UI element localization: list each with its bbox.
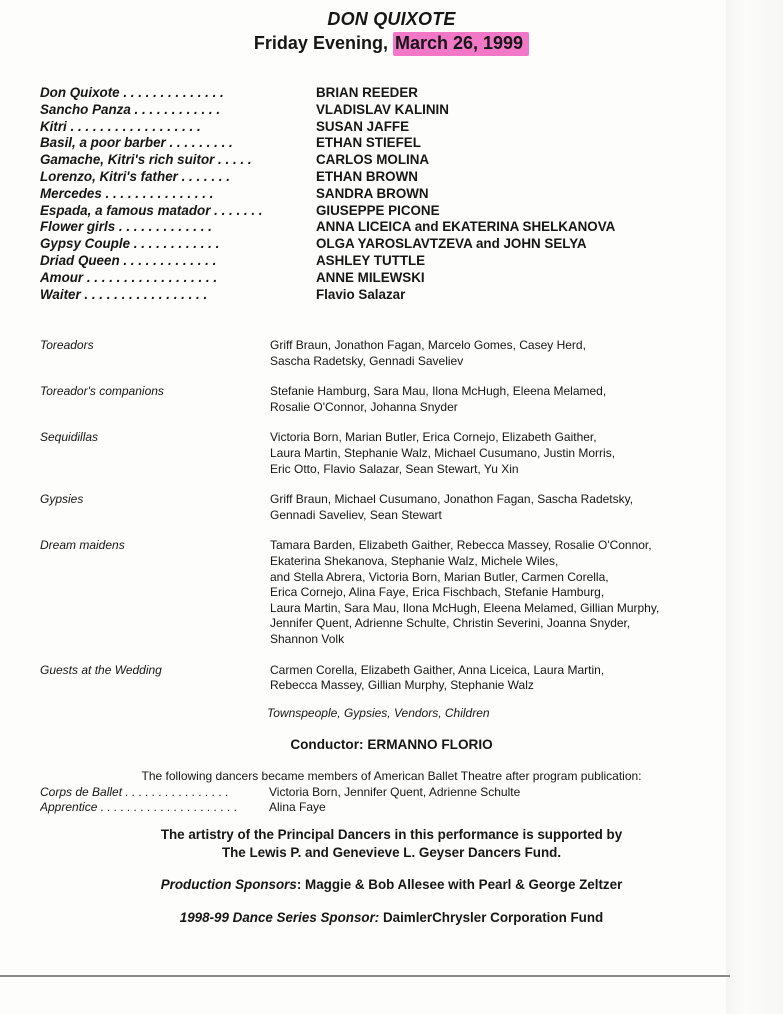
sponsor-text: : Maggie & Bob Allesee with Pearl & George Zeltzer bbox=[296, 877, 623, 892]
performance-date-line bbox=[0, 33, 783, 54]
ensemble-row bbox=[40, 384, 740, 415]
role-name: Don Quixote . . . . . . . . . . . . . . bbox=[40, 85, 224, 100]
member-names: Alina Faye bbox=[269, 800, 326, 814]
after-publication-row bbox=[40, 800, 520, 815]
evening-label: Friday Evening, bbox=[253, 33, 393, 53]
highlighted-date: March 26, 1999 bbox=[393, 32, 529, 56]
dancer-name: OLGA YAROSLAVTZEVA and JOHN SELYA bbox=[316, 236, 587, 252]
ensemble-names bbox=[270, 492, 710, 523]
ensemble-role: Gypsies bbox=[40, 492, 84, 507]
ensemble-role: Dream maidens bbox=[40, 538, 125, 553]
after-publication-list bbox=[40, 785, 520, 815]
dancer-name: ASHLEY TUTTLE bbox=[316, 252, 426, 268]
cast-row bbox=[40, 135, 740, 152]
names-line: Tamara Barden, Elizabeth Gaither, Rebecca Massey, Rosalie O'Connor, bbox=[270, 538, 652, 553]
names-line: Victoria Born, Marian Butler, Erica Cornejo, Elizabeth Gaither, bbox=[270, 430, 597, 445]
ensemble-row bbox=[40, 492, 740, 523]
member-names: Victoria Born, Jennifer Quent, Adrienne Schulte bbox=[269, 785, 521, 799]
support-line: The artistry of the Principal Dancers in this performance is supported by bbox=[160, 827, 623, 842]
role-name: Gamache, Kitri's rich suitor . . . . . bbox=[40, 152, 252, 168]
ensemble-role: Sequidillas bbox=[40, 430, 99, 445]
ensemble-role: Toreador's companions bbox=[40, 384, 164, 399]
cast-row bbox=[40, 119, 740, 136]
names-line: Laura Martin, Stephanie Walz, Michael Cusumano, Justin Morris, bbox=[270, 445, 616, 460]
role-name: Flower girls . . . . . . . . . . . . . bbox=[40, 219, 212, 235]
page-bottom-rule bbox=[0, 975, 730, 977]
names-line: Rosalie O'Connor, Johanna Snyder bbox=[270, 399, 458, 414]
ensemble-row bbox=[40, 430, 740, 477]
after-publication-row bbox=[40, 785, 520, 800]
ensemble-names bbox=[270, 338, 710, 369]
principal-cast-list bbox=[40, 85, 740, 303]
role-name: Gypsy Couple . . . . . . . . . . . . bbox=[40, 236, 220, 252]
ensemble-role: Guests at the Wedding bbox=[40, 662, 162, 677]
dancer-name: BRIAN REEDER bbox=[316, 85, 418, 100]
names-line: and Stella Abrera, Victoria Born, Marian Butler, Carmen Corella, bbox=[270, 569, 609, 584]
after-publication-note: The following dancers became members of American Ballet Theatre after program publication: bbox=[141, 769, 642, 783]
names-line: Erica Cornejo, Alina Faye, Erica Fischbach, Stefanie Hamburg, bbox=[270, 585, 605, 600]
role-name: Espada, a famous matador . . . . . . . bbox=[40, 202, 263, 218]
names-line: Carmen Corella, Elizabeth Gaither, Anna Liceica, Laura Martin, bbox=[270, 662, 605, 677]
cast-row bbox=[40, 219, 740, 236]
sponsor-label: 1998-99 Dance Series Sponsor: bbox=[179, 910, 380, 925]
cast-row bbox=[40, 102, 740, 119]
cast-row bbox=[40, 253, 740, 270]
dancer-name: SANDRA BROWN bbox=[316, 185, 429, 201]
cast-row bbox=[40, 85, 740, 102]
support-line: The Lewis P. and Genevieve L. Geyser Dancers Fund. bbox=[221, 845, 562, 860]
dancer-name: VLADISLAV KALININ bbox=[316, 101, 449, 117]
names-line: Griff Braun, Michael Cusumano, Jonathon Fagan, Sascha Radetsky, bbox=[270, 492, 634, 507]
role-name: Basil, a poor barber . . . . . . . . . bbox=[40, 135, 233, 151]
ensemble-row bbox=[40, 338, 740, 369]
names-line: Eric Otto, Flavio Salazar, Sean Stewart, Yu Xin bbox=[270, 461, 519, 476]
company-rank: Corps de Ballet . . . . . . . . . . . . . . . . bbox=[40, 785, 229, 799]
dancer-name: ETHAN BROWN bbox=[316, 168, 418, 184]
role-name: Sancho Panza . . . . . . . . . . . . bbox=[40, 101, 221, 117]
ensemble-cast-list bbox=[40, 338, 740, 694]
names-line: Jennifer Quent, Adrienne Schulte, Christin Severini, Joanna Snyder, bbox=[270, 616, 631, 631]
role-name: Waiter . . . . . . . . . . . . . . . . . bbox=[40, 286, 208, 302]
cast-row bbox=[40, 152, 740, 169]
ensemble-names bbox=[270, 663, 710, 694]
dancer-name: SUSAN JAFFE bbox=[316, 118, 410, 134]
ensemble-row bbox=[40, 538, 740, 647]
role-name: Lorenzo, Kitri's father . . . . . . . bbox=[40, 168, 230, 184]
cast-row bbox=[40, 169, 740, 186]
names-line: Griff Braun, Jonathon Fagan, Marcelo Gomes, Casey Herd, bbox=[270, 338, 586, 352]
dancer-name: Flavio Salazar bbox=[316, 286, 406, 302]
names-line: Gennadi Saveliev, Sean Stewart bbox=[270, 507, 442, 522]
cast-row bbox=[40, 236, 740, 253]
role-name: Driad Queen . . . . . . . . . . . . . bbox=[40, 252, 217, 268]
ensemble-row bbox=[40, 663, 740, 694]
dancer-name: ANNE MILEWSKI bbox=[316, 269, 425, 285]
conductor-credit: Conductor: ERMANNO FLORIO bbox=[290, 737, 493, 752]
dancer-name: GIUSEPPE PICONE bbox=[316, 202, 440, 218]
series-sponsor bbox=[0, 910, 783, 925]
dancer-name: ETHAN STIEFEL bbox=[316, 135, 421, 151]
ensemble-names bbox=[270, 384, 710, 415]
names-line: Laura Martin, Sara Mau, Ilona McHugh, Eleena Melamed, Gillian Murphy, bbox=[270, 600, 660, 615]
dancer-name: CARLOS MOLINA bbox=[316, 152, 430, 168]
dancer-name: ANNA LICEICA and EKATERINA SHELKANOVA bbox=[316, 219, 616, 235]
company-rank: Apprentice . . . . . . . . . . . . . . . . . . . . . bbox=[40, 800, 238, 814]
sponsor-label: Production Sponsors bbox=[160, 877, 297, 892]
cast-row bbox=[40, 186, 740, 203]
role-name: Mercedes . . . . . . . . . . . . . . . bbox=[40, 185, 214, 201]
townspeople-line: Townspeople, Gypsies, Vendors, Children bbox=[267, 706, 490, 720]
principal-support-credit bbox=[0, 826, 783, 862]
production-sponsors bbox=[0, 877, 783, 892]
names-line: Ekaterina Shekanova, Stephanie Walz, Michele Wiles, bbox=[270, 553, 559, 568]
names-line: Shannon Volk bbox=[270, 631, 345, 646]
cast-row bbox=[40, 270, 740, 287]
cast-row bbox=[40, 287, 740, 304]
names-line: Stefanie Hamburg, Sara Mau, Ilona McHugh, Eleena Melamed, bbox=[270, 384, 607, 399]
role-name: Amour . . . . . . . . . . . . . . . . . . bbox=[40, 269, 218, 285]
ensemble-names bbox=[270, 430, 710, 477]
role-name: Kitri . . . . . . . . . . . . . . . . . . bbox=[40, 118, 201, 134]
program-title: DON QUIXOTE bbox=[327, 9, 456, 29]
ensemble-names bbox=[270, 538, 710, 647]
sponsor-text: DaimlerChrysler Corporation Fund bbox=[379, 910, 604, 925]
names-line: Rebecca Massey, Gillian Murphy, Stephanie Walz bbox=[270, 678, 534, 693]
ensemble-role: Toreadors bbox=[40, 338, 94, 352]
cast-row bbox=[40, 203, 740, 220]
names-line: Sascha Radetsky, Gennadi Saveliev bbox=[270, 353, 464, 368]
